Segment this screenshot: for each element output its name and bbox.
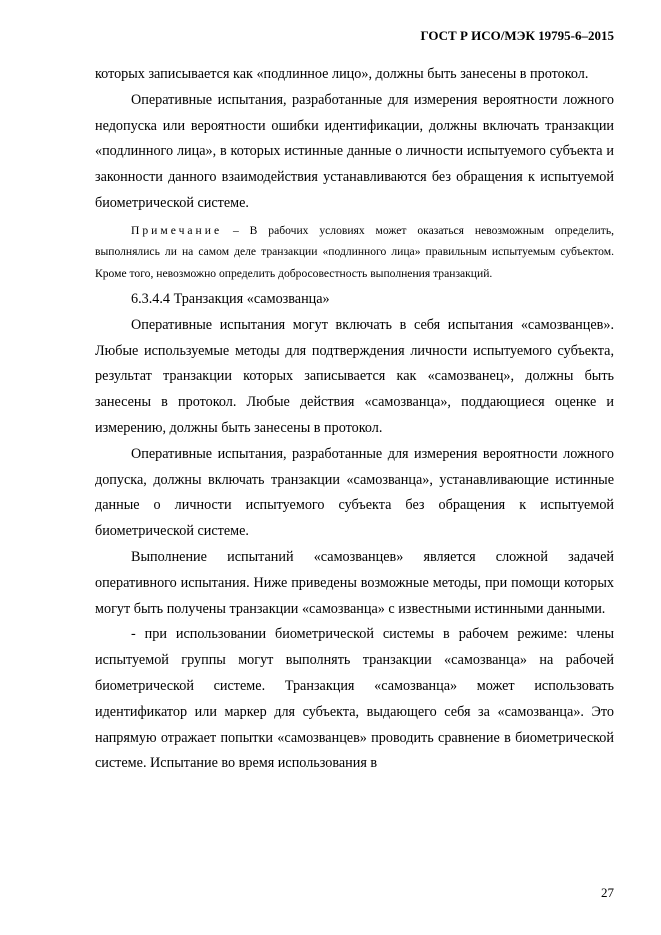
page-number: 27 (601, 885, 614, 900)
page-body (95, 62, 614, 777)
list-item: - при использовании биометрической системы в рабочем режиме: члены испытуемой группы могут выполнять транзакции «самозванца» на рабочей биометрической системе. Транзакция «самозванца» может использовать идентификатор или маркер для субъекта, выдающего себя за «самозванца». Это напрямую отражает попытки «самозванцев» проводить сравнение в биометрической системе. Испытание во время использования в (95, 626, 614, 772)
document-header: ГОСТ Р ИСО/МЭК 19795-6–2015 (420, 28, 614, 43)
note-text: – В рабочих условиях может оказаться невозможным определить, выполнялись ли на самом деле транзакции «подлинного лица» правильным испытуемым субъектом. Кроме того, невозможно определить добросовестность выполнения транзакций. (95, 223, 614, 280)
paragraph: Оперативные испытания могут включать в себя испытания «самозванцев». Любые используемые методы для подтверждения личности испытуемого субъекта, результат транзакции которых записывается как «самозванец», должны быть занесены в протокол. Любые действия «самозванца», поддающиеся оценке и измерению, должны быть занесены в протокол. (95, 316, 614, 436)
paragraph: Оперативные испытания, разработанные для измерения вероятности ложного недопуска или вероятности ошибки идентификации, должны включать транзакции «подлинного лица», в которых истинные данные о личности испытуемого субъекта и законности данного взаимодействия устанавливаются без обращения к испытуемой биометрической системе. (95, 91, 614, 211)
note-label: Примечание (131, 223, 223, 237)
paragraph: Выполнение испытаний «самозванцев» является сложной задачей оперативного испытания. Ниже приведены возможные методы, при помощи которых могут быть получены транзакции «самозванца» с известными истинными данными. (95, 548, 614, 617)
paragraph: Оперативные испытания, разработанные для измерения вероятности ложного допуска, должны включать транзакции «самозванца», устанавливающие истинные данные о личности испытуемого субъекта без обращения к испытуемой биометрической системе. (95, 445, 614, 540)
note (95, 220, 614, 284)
section-heading: 6.3.4.4 Транзакция «самозванца» (131, 291, 330, 307)
paragraph: которых записывается как «подлинное лицо», должны быть занесены в протокол. (95, 66, 589, 82)
